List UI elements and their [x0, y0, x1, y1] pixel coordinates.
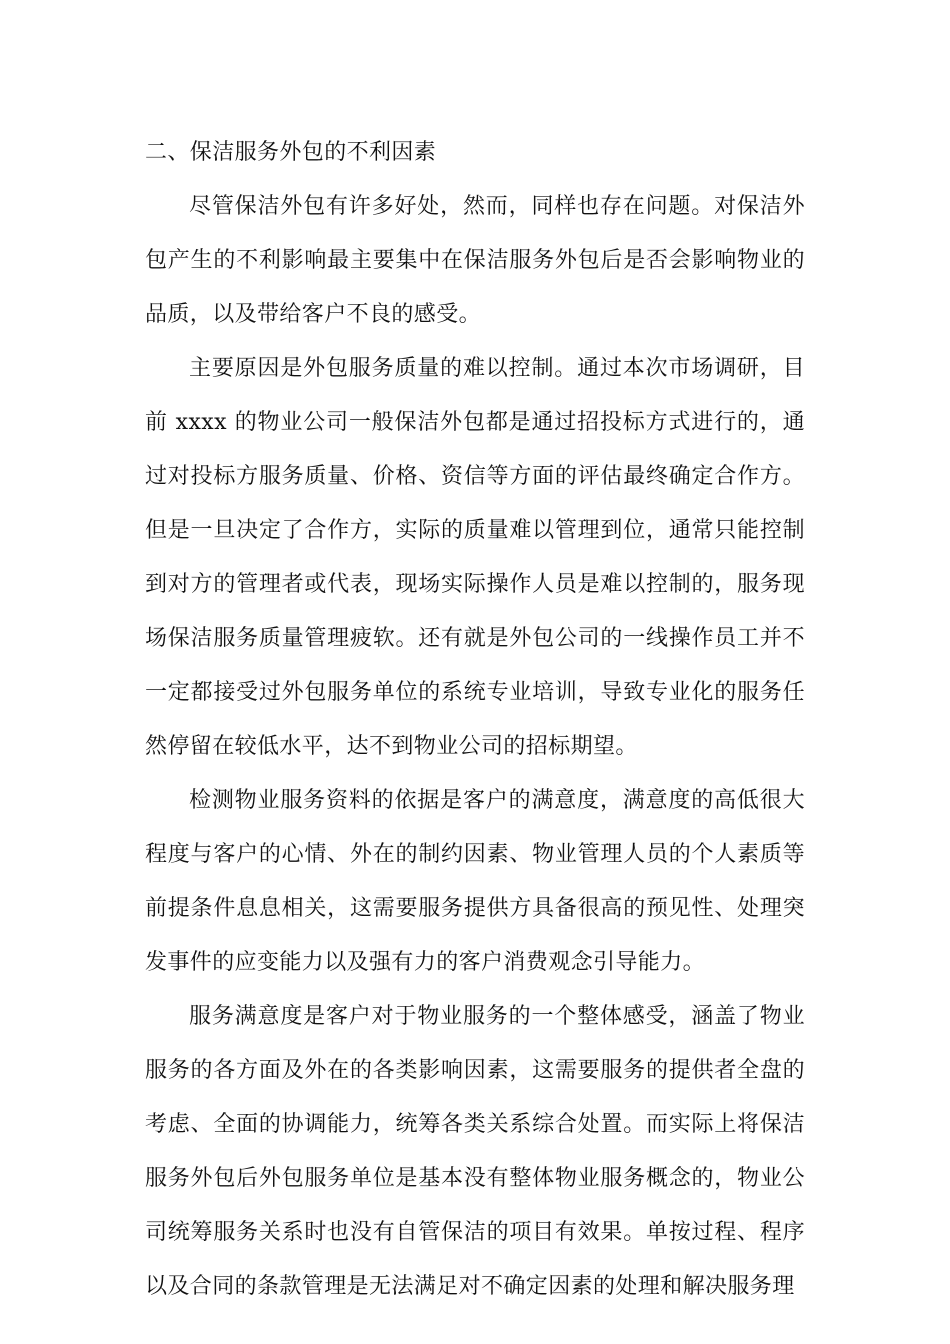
paragraph-advantages-issues: 尽管保洁外包有许多好处，然而，同样也存在问题。对保洁外包产生的不利影响最主要集中在保洁服务外包后是否会影响物业的品质，以及带给客户不良的感受。 — [145, 194, 805, 327]
section-heading: 二、保洁服务外包的不利因素 — [145, 140, 437, 165]
paragraph-satisfaction-basis: 检测物业服务资料的依据是客户的满意度，满意度的高低很大程度与客户的心情、外在的制约因素、物业管理人员的个人素质等前提条件息息相关，这需要服务提供方具备很高的预见性、处理突发事件的应变能力以及强有力的客户消费观念引导能力。 — [145, 788, 805, 975]
paragraph-overall-service: 服务满意度是客户对于物业服务的一个整体感受，涵盖了物业服务的各方面及外在的各类影响因素，这需要服务的提供者全盘的考虑、全面的协调能力，统筹各类关系综合处置。而实际上将保洁服务外包后外包服务单位是基本没有整体物业服务概念的，物业公司统筹服务关系时也没有自管保洁的项目有效果。单按过程、程序以及合同的条款管理是无法满足对不确定因素的处理和解决服务理 — [145, 1004, 805, 1299]
paragraph-quality-control: 主要原因是外包服务质量的难以控制。通过本次市场调研，目前 xxxx 的物业公司一般保洁外包都是通过招投标方式进行的，通过对投标方服务质量、价格、资信等方面的评估最终确定合作方。但是一旦决定了合作方，实际的质量难以管理到位，通常只能控制到对方的管理者或代表，现场实际操作人员是难以控制的，服务现场保洁服务质量管理疲软。还有就是外包公司的一线操作员工并不一定都接受过外包服务单位的系统专业培训，导致专业化的服务任然停留在较低水平，达不到物业公司的招标期望。 — [145, 356, 805, 759]
document-body — [145, 126, 805, 1314]
